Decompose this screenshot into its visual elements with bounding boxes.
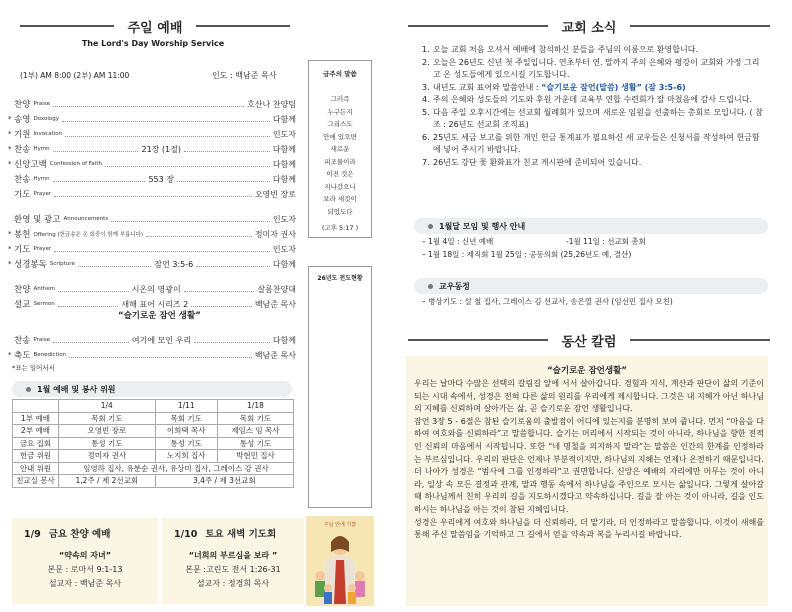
order-item-en: Praise	[33, 337, 51, 343]
friday-service-box	[12, 518, 158, 604]
order-leader: 오영빈 장로	[254, 189, 296, 199]
column-paragraph: 성경은 우리에게 여호와 하나님을 더 신뢰하라, 더 맡기라, 더 인정하라고 말씀합니다. 이것이 새해를 통해 주신 말씀임을 기억하고 그 길에서 얻을 약속과 복을 누리시길 바랍니다.	[414, 517, 764, 540]
duty-label: 친교실 봉사	[13, 475, 59, 488]
worship-order-row	[8, 158, 296, 170]
evangelism-title: 26년도 전도현황	[317, 275, 363, 282]
standing-note: *표는 일어서서	[12, 364, 55, 372]
order-item: 환영 및 광고	[14, 215, 61, 225]
duty-cell: 이희택 목사	[155, 425, 217, 438]
duty-title: 1월 예배 및 봉사 위원	[12, 381, 292, 397]
duty-cell: 1,2주 / 제 2선교회	[59, 475, 156, 488]
duty-cell: 3,4주 / 제 3선교회	[155, 475, 293, 488]
order-detail: 여기에 모인 우리	[131, 335, 192, 345]
worship-order-row	[8, 173, 296, 185]
bullet-icon	[428, 224, 433, 229]
verse-line: 그러즉	[330, 95, 350, 103]
duty-cell: 목회 기도	[217, 412, 293, 425]
weekly-verse-box	[308, 60, 372, 238]
order-detail: 새해 표어 시리즈 2	[121, 299, 189, 309]
standing-mark: *	[8, 245, 12, 253]
worship-order-row	[8, 143, 296, 155]
duty-cell: 제임스 임 목사	[217, 425, 293, 438]
standing-mark: *	[8, 115, 12, 123]
saturday-text: 본문 :고린도 전서 1:26-31	[185, 565, 281, 574]
verse-line: 새로운	[330, 145, 350, 153]
evangelism-box	[308, 266, 372, 508]
verse-line: 지나갔으니	[324, 182, 356, 191]
duty-cell: 목회 기도	[59, 412, 156, 425]
saturday-theme: “너희의 부르심을 보라 ”	[188, 551, 278, 560]
weekly-verse-ref: (고후 5:17 )	[321, 224, 359, 232]
duty-cell: 통성 기도	[155, 437, 217, 450]
verse-line: 보라 새것이	[323, 195, 357, 203]
verse-line: 이전 것은	[326, 170, 354, 178]
duty-cell: 노지희 집사	[155, 450, 217, 463]
worship-order-row	[8, 98, 296, 110]
duty-label: 금요 집회	[13, 437, 59, 450]
column-paragraph: 우리는 날마다 수많은 선택의 갈림길 앞에 서서 살아갑니다. 경험과 지식, 계산과 판단이 삶의 기준이 되는 시대 속에서, 성경은 전혀 다른 삶의 원리를 우리에게 제시합니다. 그것은 내 지혜가 아닌 하나님의 지혜를 신뢰하며 살아가는 삶, 곧 슬기로운 잠언 생활입니다.	[414, 379, 764, 414]
jesus-children-illustration	[306, 516, 374, 606]
presider: 인도 : 백남준 목사	[212, 71, 277, 80]
duty-date: 1/11	[155, 400, 217, 413]
order-leader: 다함께	[272, 159, 296, 169]
event-line-2: – 1월 18일 : 제직회 1월 25일 : 공동의회 (25,26년도 예, 결산)	[422, 250, 632, 259]
news-title-bar	[408, 16, 770, 36]
order-leader: 백남준 목사	[254, 350, 296, 360]
news-item: 5. 다음 주일 오후시간에는 선교회 월례회가 있으며 새로운 임원을 선출하는 총회로 모입니다. ( 참조 : 26년도 선교회 조직표)	[422, 107, 767, 132]
order-item-en: Announcements	[63, 216, 109, 222]
bullet-icon	[26, 387, 31, 392]
worship-order-row	[8, 188, 296, 200]
duty-cell: 정미자 권사	[59, 450, 156, 463]
order-item: 기원	[14, 130, 31, 140]
saturday-speaker: 설교자 : 정경희 목사	[196, 579, 270, 588]
sermon-title: “슬기로운 잠언 생활”	[118, 311, 201, 321]
column-title: 동산 칼럼	[561, 334, 617, 350]
verse-line: 피조물이라	[324, 157, 356, 166]
friday-speaker: 설교자 : 백남준 목사	[48, 579, 122, 588]
service-times: (1부) AM 8:00 (2부) AM 11:00	[20, 71, 130, 80]
news-text: 오늘은 26년도 신년 첫 주일입니다. 연초부터 연. 말까지 주의 은혜와 평강이 교회와 가정 그리고 온 성도들에게 있으시길 기도합니다.	[433, 57, 760, 79]
worship-order-row	[8, 334, 296, 346]
worship-order-row	[8, 128, 296, 140]
duty-row	[13, 450, 294, 463]
worship-order-row	[8, 113, 296, 125]
order-leader: 인도자	[272, 129, 296, 139]
order-item: 축도	[14, 351, 31, 361]
order-item: 찬송	[14, 336, 31, 346]
news-item: 4. 주의 은혜와 성도들의 기도와 후원 가운데 교육부 연합 수련회가 잘 마쳤음에 감사 드립니다.	[422, 94, 767, 107]
duty-label: 2부 예배	[13, 425, 59, 438]
worship-order-row	[8, 283, 296, 295]
column-title-bar	[408, 330, 770, 350]
order-detail: 21장 (1절)	[141, 144, 181, 154]
standing-mark: *	[8, 351, 12, 359]
column-paragraph: 더 나아가 성경은 “범사에 그를 인정하라”고 권면합니다. 신앙은 예배의 자리에만 머무는 것이 아니라, 일상 속 모든 결정과 관계, 말과 행동 속에서 하나님을 주인으로 모시는 삶입니다. 그렇게 살아갈 때 하나님께서 친히 우리의 길을 지도하시겠다고 약속하십니다. 길을 잘 아는 것이 아니라, 길을 인도하시는 하나님을 아는 것이 참된 지혜입니다.	[414, 467, 764, 514]
duty-date: 1/18	[217, 400, 293, 413]
order-item-en: Confession of Faith	[49, 161, 102, 167]
duty-cell: 박현민 집사	[217, 450, 293, 463]
friday-title: 금요 찬양 예배	[48, 529, 111, 540]
svg-text:주님 안에 기쁨: 주님 안에 기쁨	[323, 522, 357, 528]
worship-order-row	[8, 258, 296, 270]
order-item-en: Anthem	[33, 286, 56, 292]
order-item-en: Benediction	[33, 352, 67, 358]
order-item: 성경봉독	[14, 260, 47, 270]
bullet-icon	[428, 284, 433, 289]
order-item-en: Sermon	[33, 301, 55, 307]
friday-date: 1/9	[24, 529, 41, 540]
worship-order-row	[8, 213, 296, 225]
verse-line: 되었도다	[327, 207, 353, 216]
saturday-title: 토요 새벽 기도회	[205, 529, 277, 540]
worship-order-row	[8, 228, 296, 240]
order-item: 신앙고백	[14, 160, 47, 170]
saturday-date: 1/10	[174, 529, 198, 540]
order-item: 기도	[14, 245, 31, 255]
column-paragraph: 잠언 3장 5 - 6절은 참된 슬기로움의 출발점이 어디에 있는지를 분명히 보여 줍니다. 먼저 “마음을 다하여 여호와를 신뢰하라”고 말씀합니다. 슬기는 머리에서 시작되는 것이 아니라, 하나님을 향한 전적인 신뢰의 마음에서 시작됩니다. 또한 “네 명철을 의지하지 말라”는 말씀은 인간의 한계를 인정하라는 부르심입니다. 우리의 판단은 언제나 부분적이지만, 하나님의 지혜는 언제나 온전하기 때문입니다.	[414, 416, 764, 464]
order-leader: 다함께	[272, 144, 296, 154]
order-leader: 인도자	[272, 244, 296, 254]
news-text: 오늘 교회 처음 오셔서 예배에 참석하신 분들을 주님의 이름으로 환영합니다.	[433, 45, 698, 54]
order-leader: 정미자 권사	[254, 229, 296, 239]
news-item: 6. 25년도 세금 보고를 위한 개인 헌금 통계표가 필요하신 새 교우들은 신청서를 작성하여 헌금함에 넣어 주시기 바랍니다.	[422, 132, 767, 157]
standing-mark: *	[8, 260, 12, 268]
news-text: 다음 주일 오후시간에는 선교회 월례회가 있으며 새로운 임원을 선출하는 총회로 모입니다. ( 참조 : 26년도 선교회 조직표)	[433, 107, 763, 129]
duty-header-row	[13, 400, 294, 413]
order-leader: 살롬찬양대	[257, 284, 297, 294]
order-item: 찬송	[14, 175, 31, 185]
order-leader: 다함께	[272, 114, 296, 124]
order-item: 찬양	[14, 100, 31, 110]
weekly-verse-text	[309, 93, 371, 218]
verse-line: 안에 있으면	[323, 132, 357, 141]
worship-order-row	[8, 243, 296, 255]
order-item-en: Praise	[33, 101, 51, 107]
order-leader: 백남준 목사	[254, 299, 297, 309]
friday-theme: “약속의 자녀”	[59, 551, 111, 560]
duty-row	[13, 425, 294, 438]
standing-mark: *	[8, 145, 12, 153]
order-item-en: Scripture	[49, 261, 75, 267]
order-leader: 다함께	[272, 335, 297, 345]
order-item: 찬양	[14, 285, 31, 295]
duty-cell: 임영하 집사, 유분순 권사, 유상미 집사, 그레이스 강 권사	[59, 462, 294, 475]
order-item: 기도	[14, 190, 31, 200]
order-leader: 인도자	[272, 214, 296, 224]
news-text: 내년도 교회 표어와 말씀안내 : “슬기로운 잠언(말씀) 생활” (잠 3:5-6)	[433, 82, 686, 92]
order-leader: 다함께	[272, 259, 296, 269]
duty-cell: 목회 기도	[155, 412, 217, 425]
worship-subtitle: The Lord's Day Worship Service	[81, 39, 225, 48]
order-detail: 잠언 3:5-6	[154, 259, 194, 269]
order-item-en: Doxology	[33, 116, 59, 122]
standing-mark: *	[8, 160, 12, 168]
duty-table	[12, 399, 294, 488]
order-item-en: Hymn	[33, 146, 50, 152]
order-item: 봉헌	[14, 230, 31, 240]
saturday-service-box	[162, 518, 304, 604]
event-line-1: – 1월 4일 : 신년 예배	[422, 237, 494, 246]
events-title: 1월달 모임 및 행사 안내	[414, 218, 768, 234]
duty-row	[13, 462, 294, 475]
order-item-en: Hymn	[33, 176, 50, 182]
duty-cell: 통성 기도	[217, 437, 293, 450]
duty-label: 안내 위원	[13, 462, 59, 475]
duty-cell: 오영빈 장로	[59, 425, 156, 438]
verse-line: 그리스도	[327, 120, 353, 128]
worship-title-bar	[20, 16, 290, 36]
news-item: 3. 내년도 교회 표어와 말씀안내 : “슬기로운 잠언(말씀) 생활” (잠 3:5-6)	[422, 82, 767, 95]
order-leader: 다함께	[272, 174, 296, 184]
order-detail: 553 장	[148, 174, 175, 184]
standing-mark: *	[8, 230, 12, 238]
news-text: 주의 은혜와 성도들의 기도와 후원 가운데 교육부 연합 수련회가 잘 마쳤음에 감사 드립니다.	[433, 95, 752, 104]
news-list	[422, 44, 767, 169]
fellowship-title: 교우동정	[414, 278, 768, 294]
column-heading: “슬기로운 잠언생활”	[547, 366, 627, 376]
order-detail: 시온의 영광이	[131, 284, 181, 294]
order-item: 송영	[14, 115, 31, 125]
order-item-en: Prayer	[33, 191, 52, 197]
news-item: 2. 오늘은 26년도 신년 첫 주일입니다. 연초부터 연. 말까지 주의 은혜와 평강이 교회와 가정 그리고 온 성도들에게 있으시길 기도합니다.	[422, 57, 767, 82]
duty-label: 1부 예배	[13, 412, 59, 425]
duty-row	[13, 437, 294, 450]
worship-order-row	[8, 349, 296, 361]
news-item: 7. 26년도 강단 꽃 환화표가 친교 게시판에 준비되어 있습니다.	[422, 157, 767, 170]
weekly-verse-title: 금주의 말씀	[323, 70, 357, 78]
event-line-1b: -1월 11일 : 선교회 총회	[566, 237, 646, 246]
order-item: 설교	[14, 300, 31, 310]
order-item-en: Invocation	[33, 131, 63, 137]
column-text	[414, 378, 764, 542]
duty-row	[13, 475, 294, 488]
duty-row	[13, 412, 294, 425]
order-item-en: Offering (헌금송은 온 회중이 함께 부릅니다)	[33, 232, 144, 238]
order-item: 찬송	[14, 145, 31, 155]
duty-date: 1/4	[59, 400, 156, 413]
order-leader: 호산나 찬양팀	[247, 99, 296, 109]
standing-mark: *	[8, 130, 12, 138]
duty-cell: 통성 기도	[59, 437, 156, 450]
order-item-en: Prayer	[33, 246, 52, 252]
news-text: 25년도 세금 보고를 위한 개인 헌금 통계표가 필요하신 새 교우들은 신청서를 작성하여 헌금함에 넣어 주시기 바랍니다.	[433, 132, 760, 154]
fellowship-text: – 병상기도 : 설 철 집사, 그레이스 김 선교사, 송은열 권사 (임선민 집사 모친)	[422, 297, 673, 306]
friday-text: 본문 : 로마서 9:1-13	[47, 565, 123, 574]
news-title: 교회 소식	[561, 20, 617, 36]
news-text: 26년도 강단 꽃 환화표가 친교 게시판에 준비되어 있습니다.	[433, 157, 642, 167]
news-item: 1. 오늘 교회 처음 오셔서 예배에 참석하신 분들을 주님의 이름으로 환영합니다.	[422, 44, 767, 57]
verse-line: 누구든지	[327, 107, 353, 116]
worship-title: 주일 예배	[127, 20, 183, 36]
duty-label: 헌금 위원	[13, 450, 59, 463]
